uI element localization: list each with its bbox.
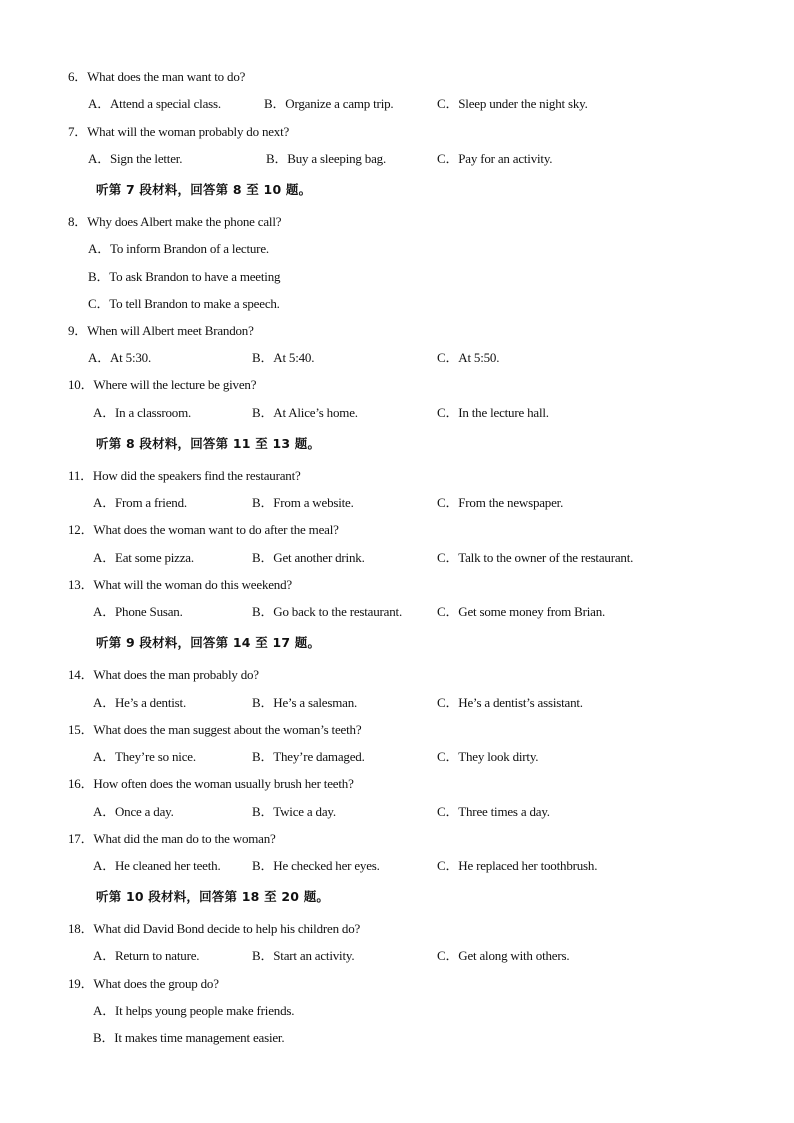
option-a: A．He cleaned her teeth. <box>93 858 221 873</box>
option-a: A．Once a day. <box>93 804 174 819</box>
question-11: 11．How did the speakers find the restaurant? <box>68 468 301 483</box>
options-13 <box>0 604 794 620</box>
option-b: B．It makes time management easier. <box>93 1030 285 1045</box>
option-a: A．It helps young people make friends. <box>93 1003 295 1018</box>
question-9: 9．When will Albert meet Brandon? <box>68 323 254 338</box>
section-heading-10: 听第 10 段材料，回答第 18 至 20 题。 <box>96 889 330 904</box>
options-9 <box>0 350 794 366</box>
section-heading-9: 听第 9 段材料，回答第 14 至 17 题。 <box>96 635 321 650</box>
options-10 <box>0 405 794 421</box>
question-16: 16．How often does the woman usually brush her teeth? <box>68 776 354 791</box>
options-7 <box>0 151 794 167</box>
options-11 <box>0 495 794 511</box>
option-a: A．Eat some pizza. <box>93 550 194 565</box>
section-heading-7: 听第 7 段材料，回答第 8 至 10 题。 <box>96 182 312 197</box>
options-15 <box>0 749 794 765</box>
option-c: C．At 5:50. <box>437 350 500 365</box>
option-b: B．To ask Brandon to have a meeting <box>88 269 281 284</box>
option-c: C．Get along with others. <box>437 948 570 963</box>
option-b: B．Go back to the restaurant. <box>252 604 402 619</box>
options-18 <box>0 948 794 964</box>
option-b: B．Start an activity. <box>252 948 355 963</box>
option-c: C．Three times a day. <box>437 804 550 819</box>
question-10: 10．Where will the lecture be given? <box>68 377 257 392</box>
option-a: A．He’s a dentist. <box>93 695 187 710</box>
question-14: 14．What does the man probably do? <box>68 667 259 682</box>
option-a: A．At 5:30. <box>88 350 152 365</box>
question-8: 8．Why does Albert make the phone call? <box>68 214 282 229</box>
option-c: C．Get some money from Brian. <box>437 604 606 619</box>
option-b: B．He checked her eyes. <box>252 858 380 873</box>
option-c: C．Talk to the owner of the restaurant. <box>437 550 634 565</box>
option-c: C．Sleep under the night sky. <box>437 96 588 111</box>
option-a: A．Phone Susan. <box>93 604 183 619</box>
options-16 <box>0 804 794 820</box>
option-c: C．From the newspaper. <box>437 495 564 510</box>
option-b: B．At Alice’s home. <box>252 405 358 420</box>
option-a: A．Sign the letter. <box>88 151 183 166</box>
option-b: B．Twice a day. <box>252 804 336 819</box>
option-c: C．They look dirty. <box>437 749 539 764</box>
option-a: A．In a classroom. <box>93 405 192 420</box>
option-b: B．Get another drink. <box>252 550 365 565</box>
option-b: B．He’s a salesman. <box>252 695 358 710</box>
option-a: A．They’re so nice. <box>93 749 196 764</box>
option-b: B．Buy a sleeping bag. <box>266 151 387 166</box>
option-c: C．He’s a dentist’s assistant. <box>437 695 583 710</box>
section-heading-8: 听第 8 段材料，回答第 11 至 13 题。 <box>96 436 321 451</box>
question-19: 19．What does the group do? <box>68 976 219 991</box>
option-a: A．From a friend. <box>93 495 187 510</box>
question-15: 15．What does the man suggest about the woman’s teeth? <box>68 722 362 737</box>
option-c: C．To tell Brandon to make a speech. <box>88 296 280 311</box>
option-b: B．They’re damaged. <box>252 749 365 764</box>
options-12 <box>0 550 794 566</box>
options-17 <box>0 858 794 874</box>
question-17: 17．What did the man do to the woman? <box>68 831 276 846</box>
option-c: C．Pay for an activity. <box>437 151 553 166</box>
options-6 <box>0 96 794 112</box>
option-b: B．At 5:40. <box>252 350 315 365</box>
question-12: 12．What does the woman want to do after the meal? <box>68 522 339 537</box>
question-13: 13．What will the woman do this weekend? <box>68 577 292 592</box>
option-c: C．In the lecture hall. <box>437 405 549 420</box>
option-b: B．Organize a camp trip. <box>264 96 394 111</box>
question-7: 7．What will the woman probably do next? <box>68 124 290 139</box>
option-a: A．Return to nature. <box>93 948 200 963</box>
option-a: A．To inform Brandon of a lecture. <box>88 241 269 256</box>
question-6: 6．What does the man want to do? <box>68 69 246 84</box>
option-a: A．Attend a special class. <box>88 96 221 111</box>
option-c: C．He replaced her toothbrush. <box>437 858 598 873</box>
option-b: B．From a website. <box>252 495 354 510</box>
question-18: 18．What did David Bond decide to help his children do? <box>68 921 361 936</box>
options-14 <box>0 695 794 711</box>
